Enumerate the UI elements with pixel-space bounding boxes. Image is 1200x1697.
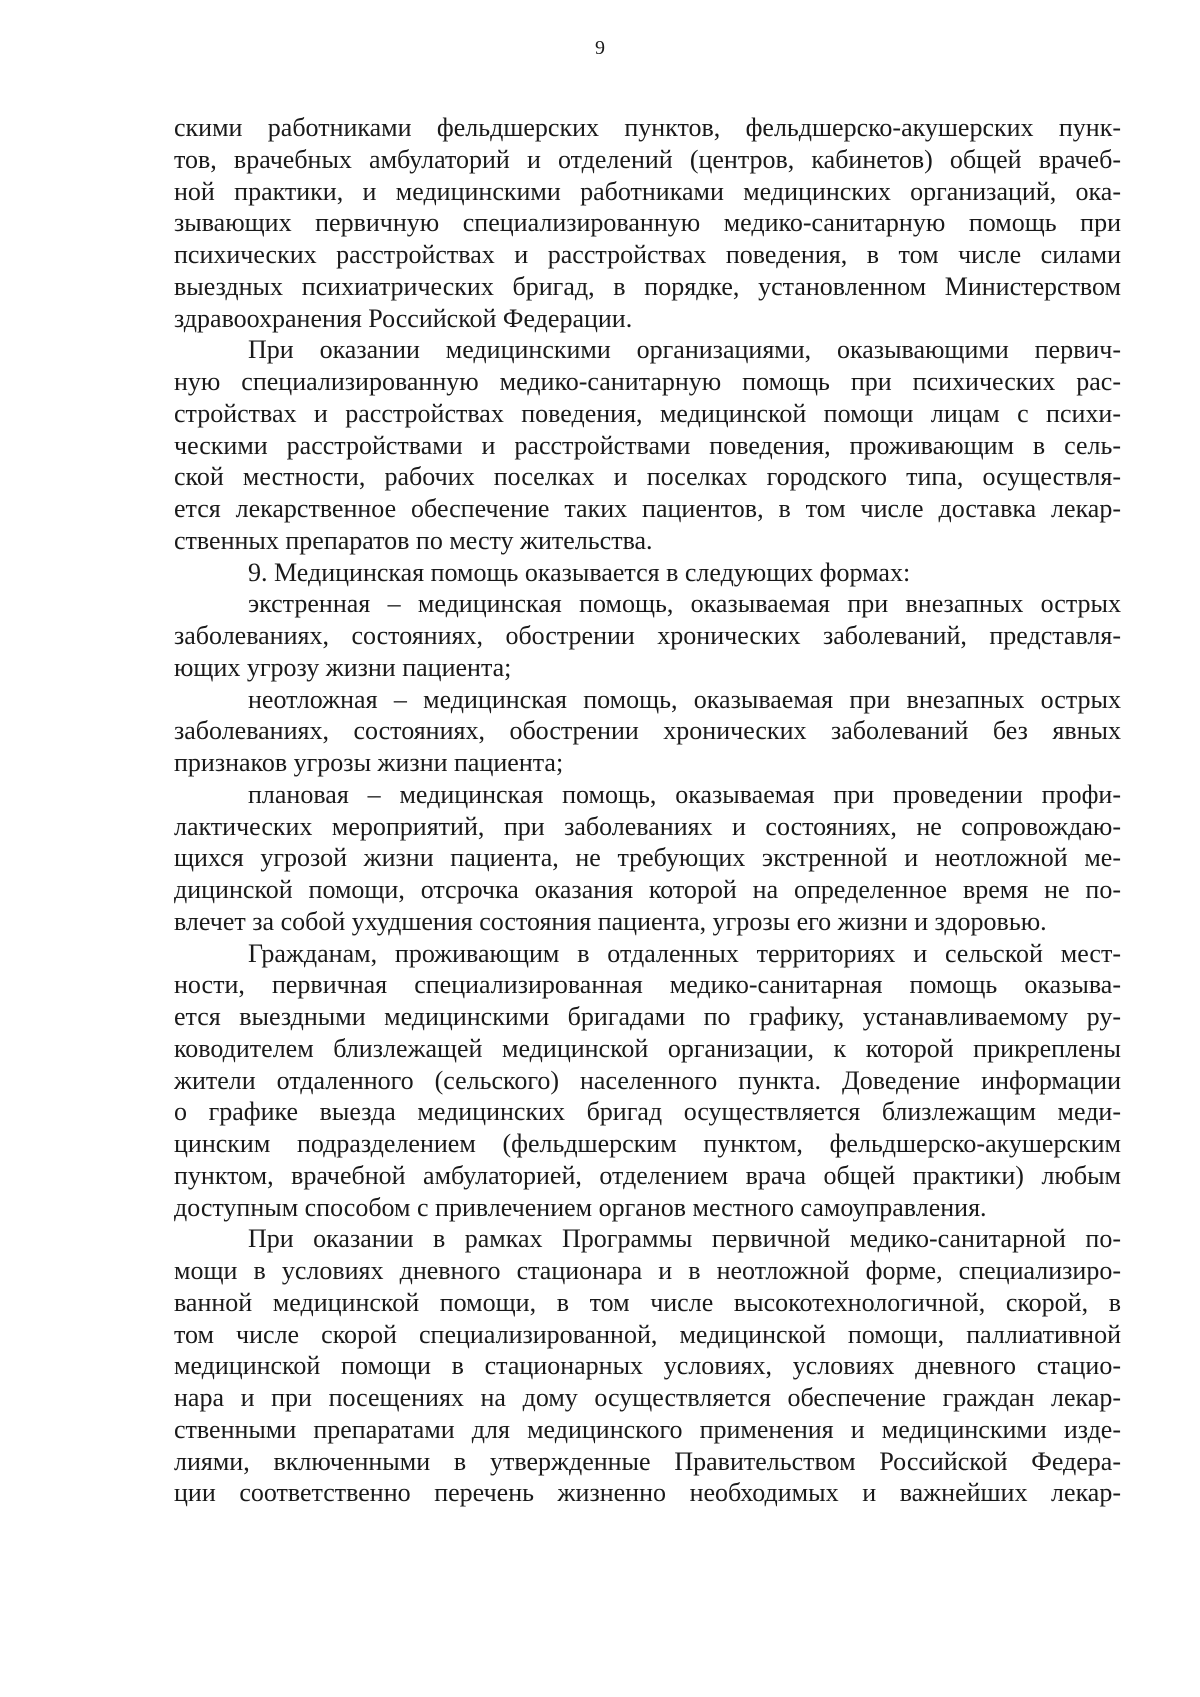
text-line: ную специализированную медико-санитарную помощь при психических рас- <box>174 367 1121 396</box>
text-line: ющих угрозу жизни пациента; <box>174 652 512 682</box>
text-line: о графике выезда медицинских бригад осуществляется близлежащим меди- <box>174 1097 1121 1127</box>
text-line: зывающих первичную специализированную медико-санитарную помощь при <box>174 208 1121 238</box>
text-line: влечет за собой ухудшения состояния пациента, угрозы его жизни и здоровью. <box>174 906 1047 936</box>
text-line: выездных психиатрических бригад, в порядке, установленном Министерством <box>174 271 1121 301</box>
text-line: нара и при посещениях на дому осуществляется обеспечение граждан лекар- <box>174 1383 1121 1412</box>
text-line: ется лекарственное обеспечение таких пациентов, в том числе доставка лекар- <box>174 494 1121 523</box>
text-line: медицинской помощи в стационарных условиях, условиях дневного стацио- <box>174 1351 1121 1381</box>
text-line: здравоохранения Российской Федерации. <box>174 303 633 333</box>
text-line: цинским подразделением (фельдшерским пунктом, фельдшерско-акушерским <box>174 1129 1121 1158</box>
text-line: жители отдаленного (сельского) населенного пункта. Доведение информации <box>174 1065 1121 1095</box>
text-line: щихся угрозой жизни пациента, не требующих экстренной и неотложной ме- <box>174 843 1121 873</box>
text-line: ской местности, рабочих поселках и поселках городского типа, осуществля- <box>174 462 1121 492</box>
text-line: неотложная – медицинская помощь, оказываемая при внезапных острых <box>248 684 1121 714</box>
text-line: доступным способом с привлечением органов местного самоуправления. <box>174 1192 987 1222</box>
text-line: пунктом, врачебной амбулаторией, отделением врача общей практики) любым <box>174 1160 1121 1190</box>
text-line: ческими расстройствами и расстройствами поведения, проживающим в сель- <box>174 430 1121 460</box>
text-line: ной практики, и медицинскими работниками медицинских организаций, ока- <box>174 176 1121 206</box>
text-line: заболеваниях, состояниях, обострении хронических заболеваний без явных <box>174 716 1121 746</box>
text-line: При оказании в рамках Программы первичной медико-санитарной по- <box>248 1224 1121 1254</box>
text-line: ственных препаратов по месту жительства. <box>174 525 653 555</box>
text-line: ванной медицинской помощи, в том числе высокотехнологичной, скорой, в <box>174 1287 1121 1317</box>
text-line: стройствах и расстройствах поведения, медицинской помощи лицам с психи- <box>174 398 1121 428</box>
text-line: скими работниками фельдшерских пунктов, фельдшерско-акушерских пунк- <box>174 113 1121 142</box>
text-line: плановая – медицинская помощь, оказываемая при проведении профи- <box>248 779 1121 809</box>
text-line: ственными препаратами для медицинского применения и медицинскими изде- <box>174 1414 1121 1444</box>
text-line: заболеваниях, состояниях, обострении хронических заболеваний, представля- <box>174 621 1121 650</box>
text-line: ции соответственно перечень жизненно необходимых и важнейших лекар- <box>174 1478 1121 1508</box>
text-line: 9. Медицинская помощь оказывается в следующих формах: <box>248 557 911 587</box>
page-number: 9 <box>595 37 605 59</box>
text-line: ководителем близлежащей медицинской организации, к которой прикреплены <box>174 1033 1121 1063</box>
text-line: лактических мероприятий, при заболеваниях и состояниях, не сопровождаю- <box>174 811 1121 841</box>
document-body <box>174 112 1121 1509</box>
text-line: ется выездными медицинскими бригадами по графику, устанавливаемому ру- <box>174 1002 1121 1031</box>
text-line: Гражданам, проживающим в отдаленных территориях и сельской мест- <box>248 938 1121 968</box>
text-line: дицинской помощи, отсрочка оказания которой на определенное время не по- <box>174 875 1121 904</box>
text-line: том числе скорой специализированной, медицинской помощи, паллиативной <box>174 1319 1121 1349</box>
text-line: мощи в условиях дневного стационара и в неотложной форме, специализиро- <box>174 1256 1121 1285</box>
text-line: ности, первичная специализированная медико-санитарная помощь оказыва- <box>174 970 1121 1000</box>
text-line: тов, врачебных амбулаторий и отделений (центров, кабинетов) общей врачеб- <box>174 144 1121 174</box>
text-line: лиями, включенными в утвержденные Правительством Российской Федера- <box>174 1446 1121 1476</box>
text-line: признаков угрозы жизни пациента; <box>174 748 564 777</box>
text-line: психических расстройствах и расстройствах поведения, в том числе силами <box>174 240 1121 269</box>
text-line: При оказании медицинскими организациями, оказывающими первич- <box>248 335 1121 365</box>
text-line: экстренная – медицинская помощь, оказываемая при внезапных острых <box>248 589 1121 619</box>
